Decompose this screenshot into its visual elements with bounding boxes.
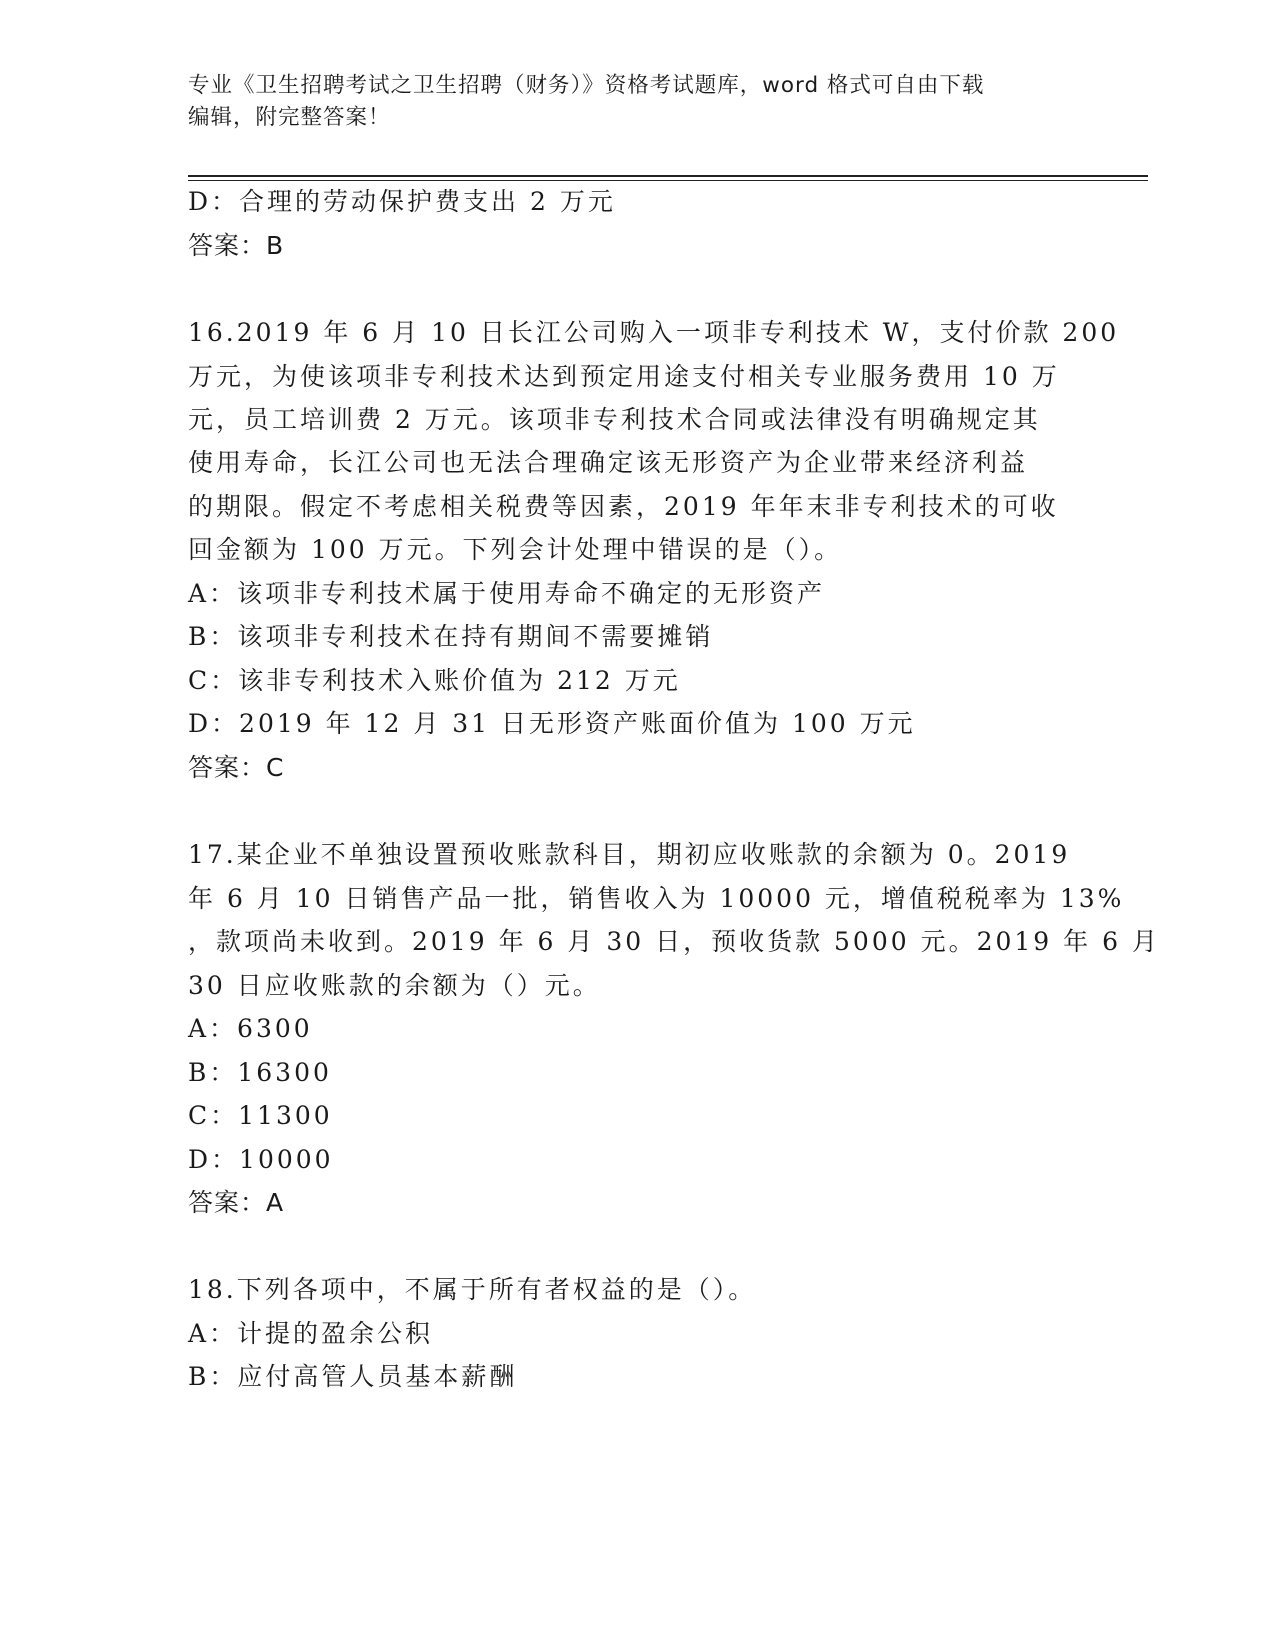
header-line-1: 专业《卫生招聘考试之卫生招聘（财务）》资格考试题库，word 格式可自由下载 [188, 73, 985, 98]
q17-text-line: ，款项尚未收到。2019 年 6 月 30 日，预收货款 5000 元。2019 年 6 月 [188, 927, 1160, 956]
q18-text-line: 18.下列各项中，不属于所有者权益的是（）。 [188, 1275, 757, 1304]
q18-option-a: A：计提的盈余公积 [188, 1319, 434, 1348]
q17-text-line: 年 6 月 10 日销售产品一批，销售收入为 10000 元，增值税税率为 13% [188, 884, 1125, 913]
header-divider-thin [188, 180, 1148, 181]
document-header [188, 70, 1068, 134]
q16-text-line: 万元，为使该项非专利技术达到预定用途支付相关专业服务费用 10 万 [188, 362, 1060, 391]
q16-text-line: 元，员工培训费 2 万元。该项非专利技术合同或法律没有明确规定其 [188, 405, 1041, 434]
q17-option-d: D：10000 [188, 1145, 334, 1174]
q18-option-b: B：应付高管人员基本薪酬 [188, 1362, 518, 1391]
q16-option-c: C：该非专利技术入账价值为 212 万元 [188, 666, 681, 695]
prev-answer: 答案：B [188, 231, 285, 260]
q17-option-a: A：6300 [188, 1014, 313, 1043]
q16-text-line: 16.2019 年 6 月 10 日长江公司购入一项非专利技术 W，支付价款 200 [188, 318, 1120, 347]
q16-text-line: 的期限。假定不考虑相关税费等因素，2019 年年末非专利技术的可收 [188, 492, 1059, 521]
header-line-2: 编辑，附完整答案！ [188, 105, 391, 130]
q16-option-d: D：2019 年 12 月 31 日无形资产账面价值为 100 万元 [188, 709, 916, 738]
q17-option-c: C：11300 [188, 1101, 333, 1130]
q17-option-b: B：16300 [188, 1058, 332, 1087]
q16-text-line: 使用寿命，长江公司也无法合理确定该无形资产为企业带来经济利益 [188, 448, 1029, 477]
q16-text-line: 回金额为 100 万元。下列会计处理中错误的是（）。 [188, 535, 843, 564]
q17-text-line: 30 日应收账款的余额为（）元。 [188, 971, 601, 1000]
q17-answer: 答案：A [188, 1188, 285, 1217]
prev-option-d: D：合理的劳动保护费支出 2 万元 [188, 187, 616, 216]
q16-option-b: B：该项非专利技术在持有期间不需要摊销 [188, 622, 714, 651]
header-divider-thick [188, 175, 1148, 177]
q17-text-line: 17.某企业不单独设置预收账款科目，期初应收账款的余额为 0。2019 [188, 840, 1071, 869]
q16-answer: 答案：C [188, 753, 285, 782]
q16-option-a: A：该项非专利技术属于使用寿命不确定的无形资产 [188, 579, 826, 608]
